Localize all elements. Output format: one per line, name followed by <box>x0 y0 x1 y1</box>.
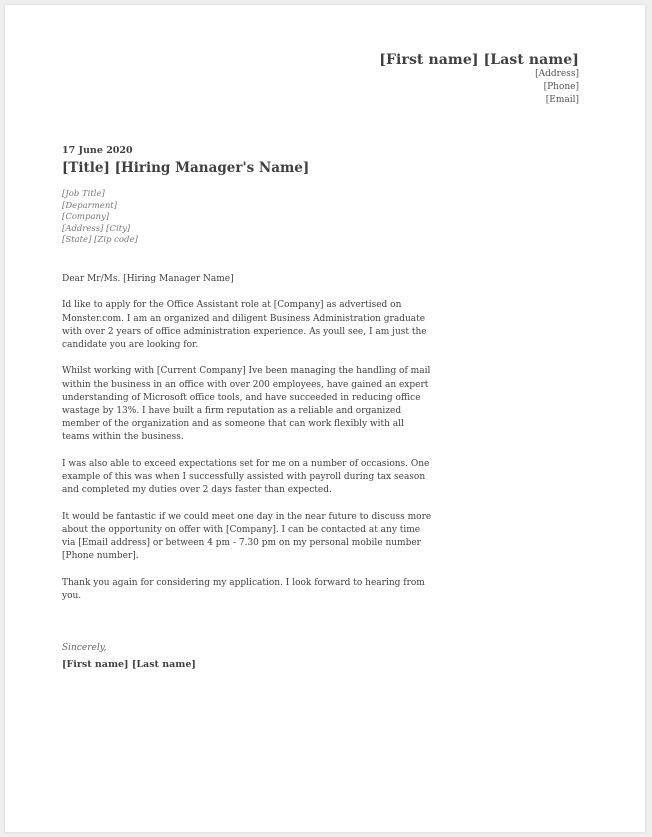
body-paragraph: I was also able to exceed expectations set for me on a number of occasions. One example of this was when I successfully assisted with payroll during tax season and completed my duties over 2 days faster than expected. <box>62 458 430 496</box>
recipient-company: [Company] <box>62 212 110 223</box>
recipient-address-block <box>62 189 138 247</box>
signature-name: [First name] [Last name] <box>62 659 196 670</box>
recipient-title: [Title] [Hiring Manager's Name] <box>62 160 310 176</box>
sender-block <box>379 52 579 107</box>
body-paragraph: Thank you again for considering my application. I look forward to hearing from you. <box>62 577 425 601</box>
recipient-department: [Deparment] <box>62 200 118 211</box>
letter-date: 17 June 2020 <box>62 145 133 156</box>
letter-body <box>62 273 432 616</box>
recipient-job-title: [Job Title] <box>62 189 105 199</box>
sender-phone: [Phone] <box>543 82 579 92</box>
sender-email: [Email] <box>545 95 579 105</box>
sender-address: [Address] <box>535 69 579 79</box>
body-paragraph: Id like to apply for the Office Assistant role at [Company] as advertised on Monster.com. I am an organized and diligent Business Administration graduate with over 2 years of office administration experience. As youll see, I am just the candidate you are looking for. <box>62 300 427 350</box>
body-paragraph: It would be fantastic if we could meet one day in the near future to discuss more about the opportunity on offer with [Company]. I can be contacted at any time via [Email address] or between 4 pm - 7.30 pm on my personal mobile number [Phone number]. <box>62 511 432 562</box>
recipient-address-city: [Address] [City] <box>62 223 131 234</box>
document-page <box>5 5 645 832</box>
salutation: Dear Mr/Ms. [Hiring Manager Name] <box>62 274 234 284</box>
body-paragraph: Whilst working with [Current Company] Ive been managing the handling of mail within the business in an office with over 200 employees, have gained an expert understanding of Microsoft office tools, and have succeeded in reducing office wastage by 13%. I have built a firm reputation as a reliable and organized member of the organization and as someone that can work flexibly with all teams within the business. <box>62 366 431 443</box>
closing: Sincerely, <box>62 643 107 653</box>
recipient-state-zip: [State] [Zip code] <box>62 235 138 246</box>
sender-name: [First name] [Last name] <box>379 52 579 68</box>
